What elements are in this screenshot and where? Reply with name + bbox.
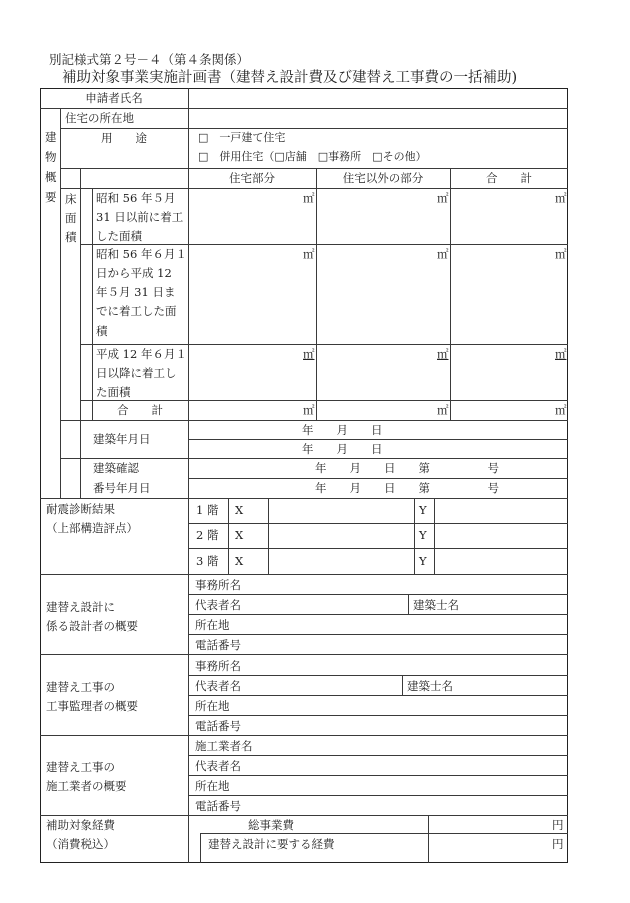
form-ref: 別記様式第２号－４（第４条関係） <box>49 52 250 67</box>
cost-total-yen: 円 <box>552 818 564 832</box>
building-group-char-1: 建 <box>45 130 57 144</box>
designer-address: 所在地 <box>195 618 230 632</box>
unit-r1-nonres: ㎡ <box>437 191 449 205</box>
designer-rep: 代表者名 <box>195 598 241 612</box>
row2-label-line2: 日から平成 12 <box>96 266 172 280</box>
supervisor-address: 所在地 <box>195 699 230 713</box>
cost-design-yen: 円 <box>552 837 564 851</box>
use-label: 用 途 <box>101 131 147 145</box>
unit-r3-total: ㎡ <box>555 347 567 361</box>
location-field[interactable] <box>189 109 567 128</box>
row2-label-line5: 積 <box>96 324 108 338</box>
seismic-label-1: 耐震診断結果 <box>46 502 115 516</box>
floor-1-x: X <box>235 503 244 517</box>
floor-1-label: 1 階 <box>196 503 219 517</box>
unit-r2-residential: ㎡ <box>303 247 315 261</box>
supervisor-phone: 電話番号 <box>195 719 241 733</box>
cost-design-label: 建替え設計に要する経費 <box>208 837 335 851</box>
col-total: 合 計 <box>486 171 532 185</box>
location-label: 住宅の所在地 <box>65 111 134 125</box>
floor-3-x: X <box>235 554 244 568</box>
row2-label-line3: 年５月 31 日ま <box>96 285 176 299</box>
confirm-value-1[interactable]: 年 月 日 第 号 <box>315 461 499 475</box>
confirm-label-1: 建築確認 <box>93 461 139 475</box>
page-title: 補助対象事業実施計画書（建替え設計費及び建替え工事費の一括補助) <box>62 70 518 86</box>
building-group-char-2: 物 <box>45 150 57 164</box>
row1-label-line2: 31 日以前に着工 <box>96 210 184 224</box>
seismic-label-2: （上部構造評点） <box>46 521 138 535</box>
contractor-label-2: 施工業者の概要 <box>46 779 127 793</box>
designer-architect: 建築士名 <box>413 598 459 612</box>
building-group-char-4: 要 <box>45 190 57 204</box>
floor-area-char-1: 床 <box>65 192 77 206</box>
cost-label-1: 補助対象経費 <box>46 818 115 832</box>
unit-r3-residential: ㎡ <box>303 347 315 361</box>
sum-label: 合 計 <box>117 403 163 417</box>
contractor-address: 所在地 <box>195 779 230 793</box>
row3-label-line1: 平成 12 年６月１ <box>96 347 187 361</box>
supervisor-architect: 建築士名 <box>407 679 453 693</box>
floor-area-char-2: 面 <box>65 211 77 225</box>
designer-office: 事務所名 <box>195 578 241 592</box>
unit-sum-total: ㎡ <box>555 403 567 417</box>
row1-label-line1: 昭和 56 年５月 <box>96 191 176 205</box>
row1-label-line3: した面積 <box>96 229 142 243</box>
contractor-label-1: 建替え工事の <box>46 760 115 774</box>
contractor-phone: 電話番号 <box>195 799 241 813</box>
col-residential: 住宅部分 <box>229 171 275 185</box>
unit-sum-residential: ㎡ <box>303 403 315 417</box>
row3-label-line3: た面積 <box>96 385 131 399</box>
designer-label-1: 建替え設計に <box>46 600 115 614</box>
floor-area-char-3: 積 <box>65 230 77 244</box>
unit-sum-nonres: ㎡ <box>437 403 449 417</box>
supervisor-label-1: 建替え工事の <box>46 680 115 694</box>
unit-r2-total: ㎡ <box>555 247 567 261</box>
row3-label-line2: 日以降に着工し <box>96 366 177 380</box>
row2-label-line1: 昭和 56 年６月１ <box>96 247 187 261</box>
building-group-char-3: 概 <box>45 170 57 184</box>
build-date-1[interactable]: 年 月 日 <box>302 423 383 437</box>
floor-3-y: Y <box>419 554 427 568</box>
floor-2-x: X <box>235 528 244 542</box>
confirm-value-2[interactable]: 年 月 日 第 号 <box>315 481 499 495</box>
use-option-detached[interactable]: □ 一戸建て住宅 <box>198 131 286 144</box>
confirm-label-2: 番号年月日 <box>93 481 151 495</box>
unit-r1-total: ㎡ <box>555 191 567 205</box>
contractor-rep: 代表者名 <box>195 759 241 773</box>
supervisor-office: 事務所名 <box>195 659 241 673</box>
cost-total-label: 総事業費 <box>248 818 294 832</box>
floor-2-label: 2 階 <box>196 528 219 542</box>
contractor-name: 施工業者名 <box>195 739 253 753</box>
supervisor-label-2: 工事監理者の概要 <box>46 699 138 713</box>
floor-1-y: Y <box>419 503 427 517</box>
floor-3-label: 3 階 <box>196 554 219 568</box>
unit-r3-nonres: ㎡ <box>437 347 449 361</box>
build-date-label: 建築年月日 <box>93 432 151 446</box>
build-date-2[interactable]: 年 月 日 <box>302 442 383 456</box>
designer-phone: 電話番号 <box>195 638 241 652</box>
floor-2-y: Y <box>419 528 427 542</box>
designer-label-2: 係る設計者の概要 <box>46 619 138 633</box>
unit-r1-residential: ㎡ <box>303 191 315 205</box>
application-form-table <box>40 88 568 863</box>
supervisor-rep: 代表者名 <box>195 679 241 693</box>
applicant-name-field[interactable] <box>189 89 567 108</box>
use-option-mixed[interactable]: □ 併用住宅（□店舗 □事務所 □その他） <box>198 150 427 163</box>
unit-r2-nonres: ㎡ <box>437 247 449 261</box>
applicant-name-label: 申請者氏名 <box>85 91 143 105</box>
cost-label-2: （消費税込） <box>46 837 115 851</box>
col-nonresidential: 住宅以外の部分 <box>342 171 424 185</box>
row2-label-line4: でに着工した面 <box>96 304 177 318</box>
